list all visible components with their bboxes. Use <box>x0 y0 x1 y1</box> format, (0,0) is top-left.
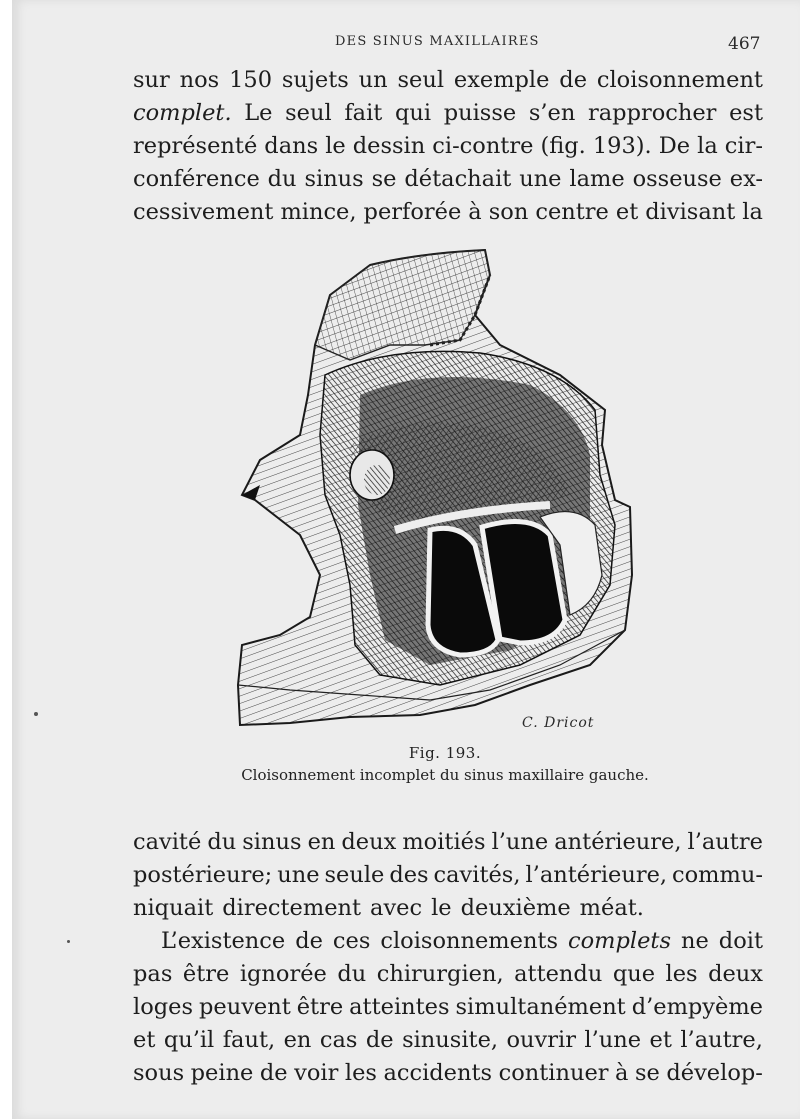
top-paragraph <box>133 64 763 229</box>
text-line <box>133 826 763 859</box>
word: centre <box>535 199 609 225</box>
word: chirurgien, <box>376 961 504 987</box>
text-line <box>133 925 763 958</box>
word: exemple <box>453 67 550 93</box>
word: dans <box>264 133 319 159</box>
word: une <box>277 862 320 888</box>
word: pas <box>133 961 173 987</box>
word: deux <box>341 829 397 855</box>
word: complet. <box>133 100 232 126</box>
word: sinusite, <box>402 1027 499 1053</box>
word: dessin <box>352 133 426 159</box>
word: 193). <box>592 133 652 159</box>
word: ignorée <box>239 961 327 987</box>
word: 150 <box>229 67 273 93</box>
word: peine <box>190 1060 254 1086</box>
text-line <box>133 130 763 163</box>
text-line <box>133 1024 763 1057</box>
word: ci-contre <box>432 133 534 159</box>
running-title: DES SINUS MAXILLAIRES <box>335 34 540 49</box>
word: seul <box>285 100 332 126</box>
word: puisse <box>443 100 517 126</box>
word: perforée <box>363 199 462 225</box>
word: cloisonnement <box>596 67 763 93</box>
word: ne <box>681 928 709 954</box>
artist-signature: C. Dricot <box>522 715 595 731</box>
word: mince, <box>280 199 357 225</box>
word: accidents <box>383 1060 493 1086</box>
word: divisant <box>645 199 736 225</box>
word: peuvent <box>198 994 291 1020</box>
word: sur <box>133 67 170 93</box>
word: cir- <box>724 133 763 159</box>
word: du <box>207 829 237 855</box>
word: L’existence <box>161 928 286 954</box>
word: atteintes <box>349 994 450 1020</box>
word: représenté <box>133 133 258 159</box>
word: en <box>307 829 336 855</box>
anatomical-illustration <box>230 245 650 745</box>
word: son <box>488 199 529 225</box>
word: postérieure; <box>133 862 273 888</box>
word: commu- <box>672 862 763 888</box>
word: osseuse <box>632 166 722 192</box>
word: deuxième <box>460 895 571 921</box>
word: faut, <box>222 1027 276 1053</box>
word: lame <box>569 166 625 192</box>
word: complets <box>568 928 672 954</box>
word: avec <box>370 895 423 921</box>
word: rapprocher <box>588 100 717 126</box>
word: cavités, <box>433 862 521 888</box>
word: qu’il <box>163 1027 215 1053</box>
word: (fig. <box>540 133 586 159</box>
text-line <box>133 859 763 892</box>
word: sujets <box>281 67 349 93</box>
word: les <box>344 1060 377 1086</box>
word: à <box>615 1060 629 1086</box>
figure-label: Fig. 193. <box>408 744 482 762</box>
word: en <box>283 1027 312 1053</box>
word: moitiés <box>402 829 486 855</box>
word: de <box>295 928 323 954</box>
word: simultanément <box>455 994 626 1020</box>
word: l’autre, <box>680 1027 763 1053</box>
word: conférence <box>133 166 260 192</box>
word: ces <box>332 928 371 954</box>
word: cavité <box>133 829 202 855</box>
word: cas <box>319 1027 358 1053</box>
word: se <box>634 1060 660 1086</box>
word: Le <box>244 100 273 126</box>
word: du <box>267 166 297 192</box>
text-line <box>133 1057 763 1090</box>
word: voir <box>294 1060 339 1086</box>
word: ouvrir <box>506 1027 576 1053</box>
text-line <box>133 64 763 97</box>
word: l’une <box>584 1027 642 1053</box>
word: l’antérieure, <box>525 862 668 888</box>
word: des <box>389 862 429 888</box>
word: ex- <box>729 166 763 192</box>
text-line <box>133 97 763 130</box>
word: s’en <box>528 100 576 126</box>
text-line <box>133 196 763 229</box>
word: fait <box>344 100 383 126</box>
text-line <box>133 163 763 196</box>
margin-speck <box>67 940 70 943</box>
word: dévelop- <box>666 1060 763 1086</box>
word: niquait <box>133 895 214 921</box>
word: de <box>365 1027 394 1053</box>
word: les <box>665 961 698 987</box>
text-line <box>133 958 763 991</box>
word: est <box>729 100 763 126</box>
text-line <box>133 991 763 1024</box>
word: détachait <box>404 166 512 192</box>
word: qui <box>394 100 432 126</box>
page-number: 467 <box>728 34 761 54</box>
word: une <box>519 166 562 192</box>
word: et <box>615 199 639 225</box>
word: être <box>182 961 230 987</box>
word: le <box>325 133 346 159</box>
word: que <box>612 961 656 987</box>
word: et <box>649 1027 672 1053</box>
word: d’empyème <box>631 994 763 1020</box>
word: seule <box>324 862 385 888</box>
maxillary-sinus-drawing <box>230 245 650 745</box>
word: loges <box>133 994 194 1020</box>
word: directement <box>222 895 362 921</box>
word: du <box>337 961 367 987</box>
bottom-paragraph <box>133 826 763 1090</box>
text-line <box>133 892 763 925</box>
word: De <box>658 133 691 159</box>
margin-speck <box>34 712 38 716</box>
word: la <box>742 199 763 225</box>
word: sous <box>133 1060 185 1086</box>
word: seul <box>397 67 445 93</box>
word: deux <box>708 961 763 987</box>
word: l’autre <box>687 829 763 855</box>
word: le <box>431 895 452 921</box>
word: continuer <box>498 1060 609 1086</box>
word: un <box>358 67 388 93</box>
figure-caption: Cloisonnement incomplet du sinus maxillaire gauche. <box>241 766 649 784</box>
word: doit <box>718 928 763 954</box>
word: antérieure, <box>554 829 682 855</box>
word: cloisonnements <box>380 928 559 954</box>
word: nos <box>179 67 220 93</box>
word: à <box>468 199 482 225</box>
word: attendu <box>514 961 603 987</box>
word: sinus <box>242 829 302 855</box>
word: sinus <box>304 166 364 192</box>
word: se <box>371 166 397 192</box>
word: l’une <box>491 829 549 855</box>
word: la <box>697 133 718 159</box>
word: être <box>296 994 344 1020</box>
word: de <box>559 67 588 93</box>
word: et <box>133 1027 156 1053</box>
word: cessivement <box>133 199 274 225</box>
word: méat. <box>579 895 644 921</box>
word: de <box>259 1060 288 1086</box>
